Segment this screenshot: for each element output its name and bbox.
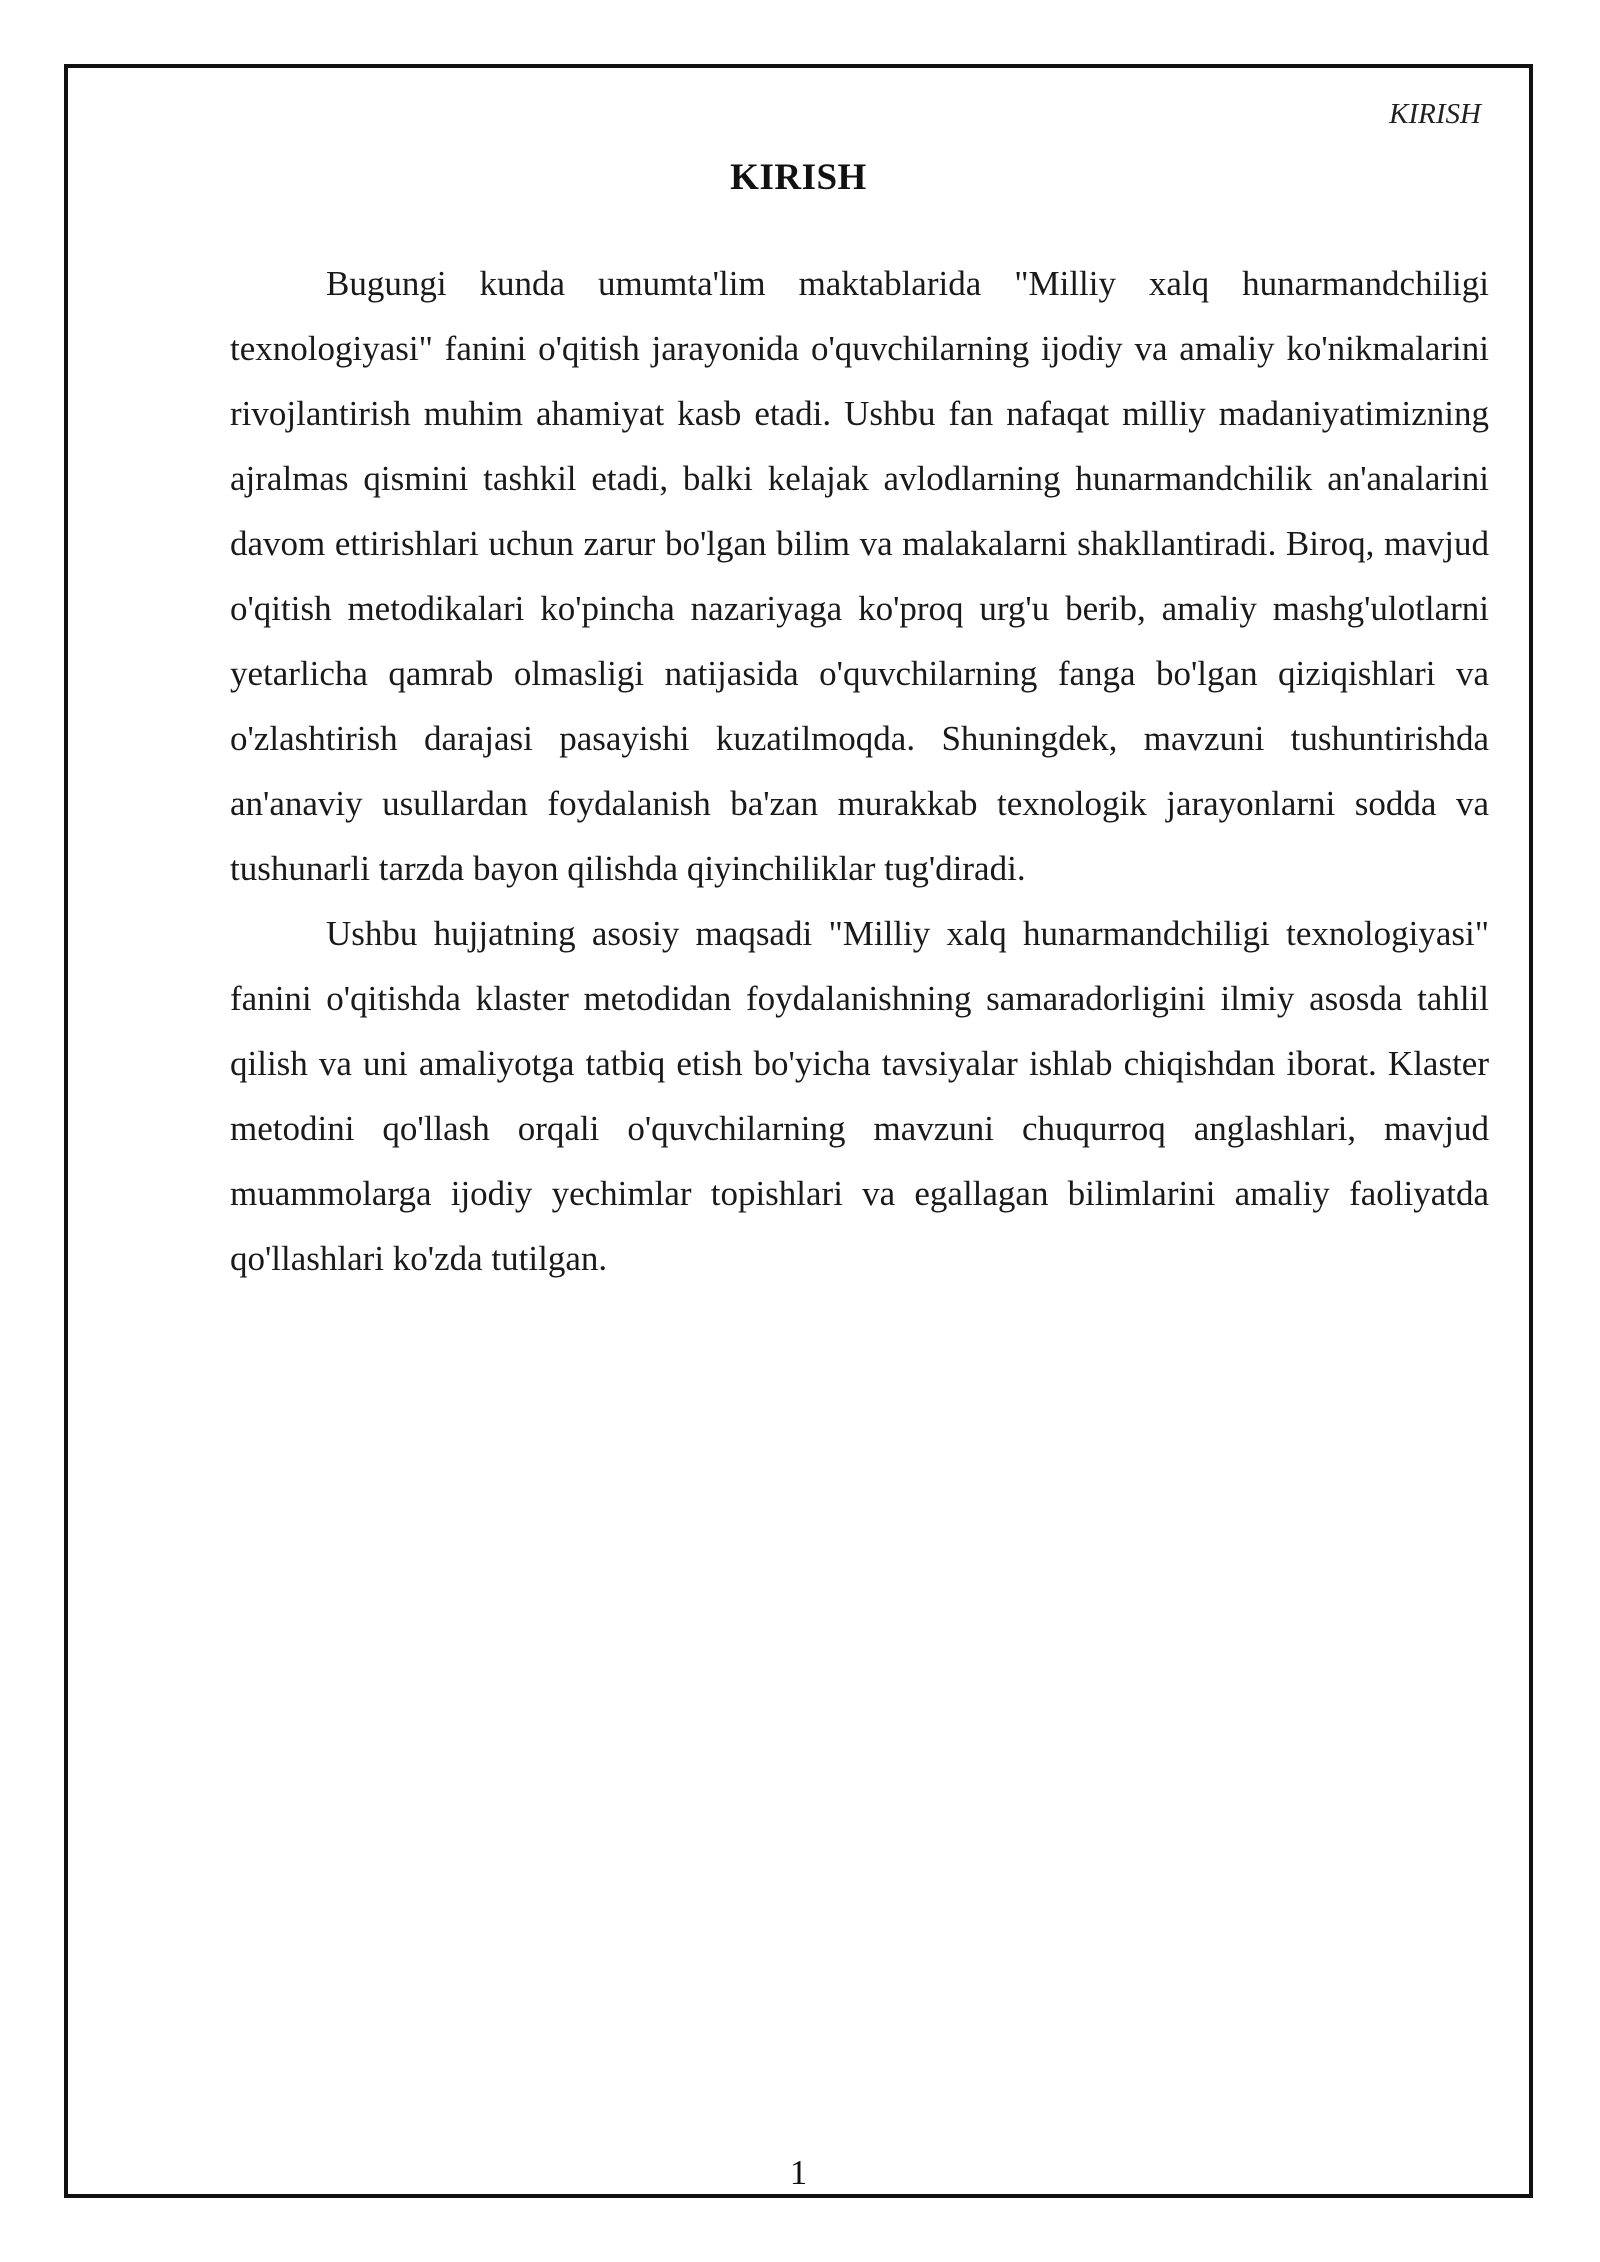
body-text [230, 251, 1489, 1291]
paragraph-intro: Bugungi kunda umumta'lim maktablarida "Milliy xalq hunarmandchiligi texnologiyasi" fanini o'qitish jarayonida o'quvchilarning ijodiy va amaliy ko'nikmalarini rivojlantirish muhim ahamiyat kasb etadi. Ushbu fan nafaqat milliy madaniyatimizning ajralmas qismini tashkil etadi, balki kelajak avlodlarning hunarmandchilik an'analarini davom ettirishlari uchun zarur bo'lgan bilim va malakalarni shakllantiradi. Biroq, mavjud o'qitish metodikalari ko'pincha nazariyaga ko'proq urg'u berib, amaliy mashg'ulotlarni yetarlicha qamrab olmasligi natijasida o'quvchilarning fanga bo'lgan qiziqishlari va o'zlashtirish darajasi pasayishi kuzatilmoqda. Shuningdek, mavzuni tushuntirishda an'anaviy usullardan foydalanish ba'zan murakkab texnologik jarayonlarni sodda va tushunarli tarzda bayon qilishda qiyinchiliklar tug'diradi. [230, 264, 1489, 888]
page-title: KIRISH [730, 157, 867, 198]
page-number: 1 [789, 2153, 808, 2192]
paragraph-goal: Ushbu hujjatning asosiy maqsadi "Milliy xalq hunarmandchiligi texnologiyasi" fanini o'qitishda klaster metodidan foydalanishning samaradorligini ilmiy asosda tahlil qilish va uni amaliyotga tatbiq etish bo'yicha tavsiyalar ishlab chiqishdan iborat. Klaster metodini qo'llash orqali o'quvchilarning mavzuni chuqurroq anglashlari, mavjud muammolarga ijodiy yechimlar topishlari va egallagan bilimlarini amaliy faoliyatda qo'llashlari ko'zda tutilgan. [230, 914, 1489, 1278]
page-frame [64, 64, 1533, 2198]
running-header: KIRISH [1389, 98, 1481, 130]
